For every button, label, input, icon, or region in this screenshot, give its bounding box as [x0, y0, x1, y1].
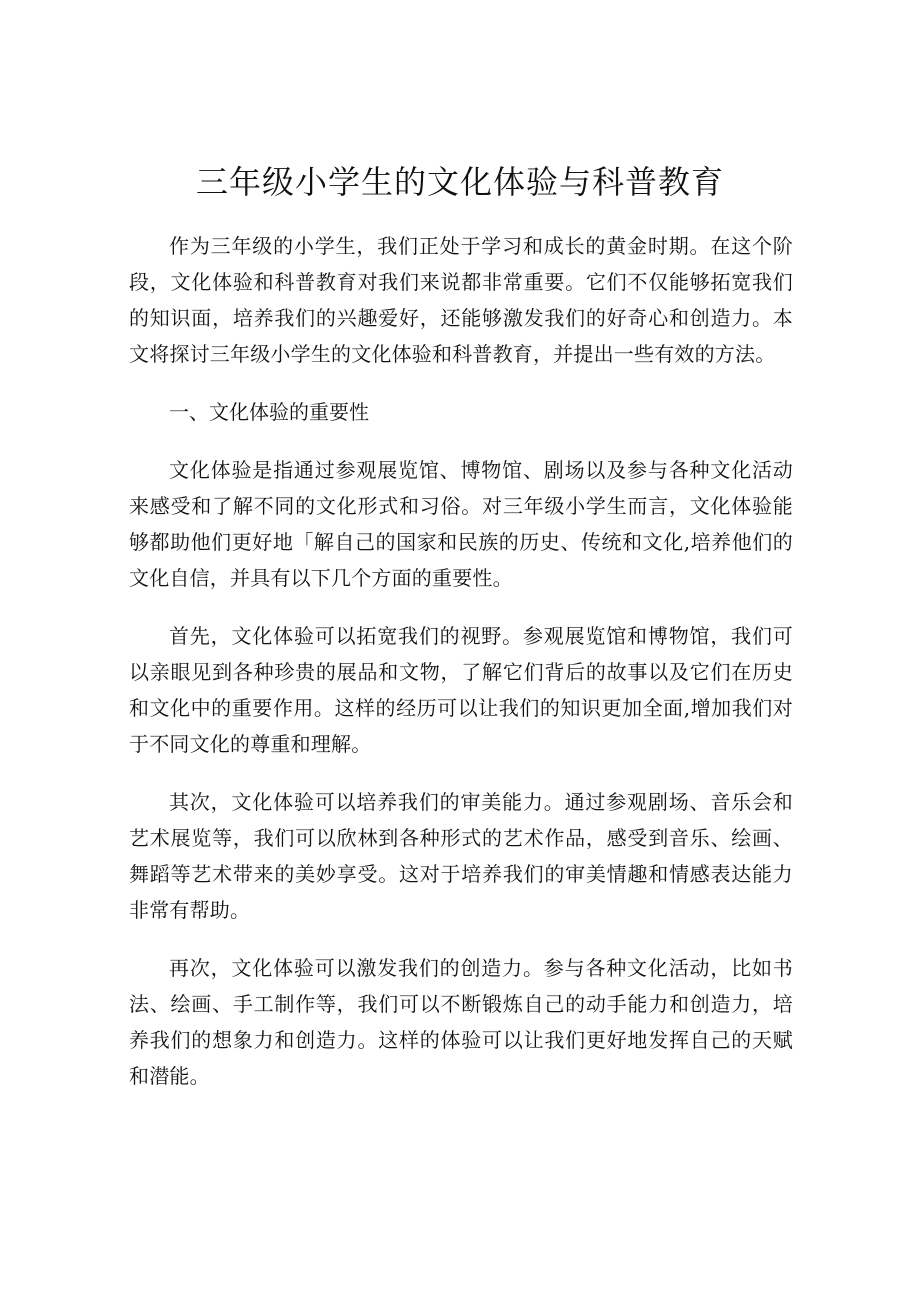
section-heading-culture-importance: 一、文化体验的重要性: [169, 400, 369, 424]
intro-paragraph: 作为三年级的小学生，我们正处于学习和成长的黄金时期。在这个阶段，文化体验和科普教育对我们来说都非常重要。它们不仅能够拓宽我们的知识面，培养我们的兴趣爱好，还能够激发我们的好奇心和创造力。本文将探讨三年级小学生的文化体验和科普教育，并提出一些有效的方法。: [129, 234, 793, 366]
culture-third-point-paragraph: 再次，文化体验可以激发我们的创造力。参与各种文化活动，比如书法、绘画、手工制作等，我们可以不断锻炼自己的动手能力和创造力，培养我们的想象力和创造力。这样的体验可以让我们更好地发挥自己的天赋和潜能。: [129, 956, 793, 1088]
culture-second-point-paragraph: 其次，文化体验可以培养我们的审美能力。通过参观剧场、音乐会和艺术展览等，我们可以欣林到各种形式的艺术作品，感受到音乐、绘画、舞蹈等艺术带来的美妙享受。这对于培养我们的审美情趣和情感表达能力非常有帮助。: [129, 790, 793, 922]
culture-first-point-paragraph: 首先，文化体验可以拓宽我们的视野。参观展览馆和博物馆，我们可以亲眼见到各种珍贵的展品和文物，了解它们背后的故事以及它们在历史和文化中的重要作用。这样的经历可以让我们的知识更加全面,增加我们对于不同文化的尊重和理解。: [129, 624, 793, 756]
document-title: 三年级小学生的文化体验与科普教育: [195, 163, 724, 201]
document-body: [129, 228, 793, 1116]
culture-definition-paragraph: 文化体验是指通过参观展览馆、博物馆、剧场以及参与各种文化活动来感受和了解不同的文化形式和习俗。对三年级小学生而言，文化体验能够都助他们更好地「解自己的国家和民族的历史、传统和文化,培养他们的文化自信，并具有以下几个方面的重要性。: [129, 458, 793, 590]
